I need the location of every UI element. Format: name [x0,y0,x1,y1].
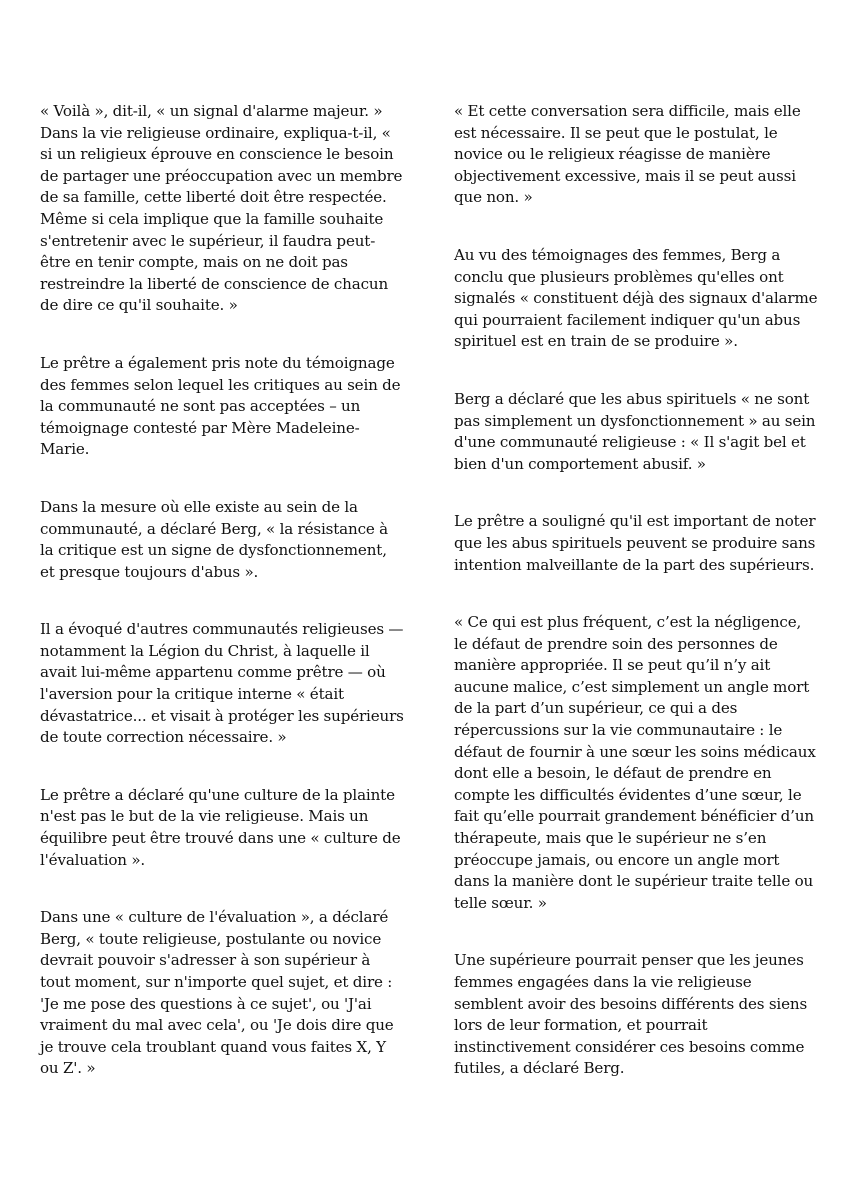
paragraph: Au vu des témoignages des femmes, Berg a conclu que plusieurs problèmes qu'elles ont signalés « constituent déjà des signaux d'alarme qui pourraient facilement indiquer qu'un abus spirituel est en train de se produire ». [454,245,818,351]
paragraph: Le prêtre a souligné qu'il est important de noter que les abus spirituels peuvent se produire sans intention malveillante de la part des supérieurs. [454,512,816,574]
paragraph: Dans une « culture de l'évaluation », a déclaré Berg, « toute religieuse, postulante ou novice devrait pouvoir s'adresser à son supérieur à tout moment, sur n'importe quel sujet, et dire : 'Je me pose des questions à ce sujet', ou 'J'ai vraiment du mal avec cela', ou 'Je dois dire que je trouve cela troublant quand vous faites X, Y ou Z'. » [40,908,394,1078]
paragraph: Dans la mesure où elle existe au sein de la communauté, a déclaré Berg, « la résistance à la critique est un signe de dysfonctionnement, et presque toujours d'abus ». [40,497,388,581]
paragraph: « Et cette conversation sera difficile, mais elle est nécessaire. Il se peut que le postulat, le novice ou le religieux réagisse de manière objectivement excessive, mais il se peut aussi que non. » [454,102,801,207]
paragraph: « Ce qui est plus fréquent, c’est la négligence, le défaut de prendre soin des personnes de manière appropriée. Il se peut qu’il n’y ait aucune malice, c’est simplement un angle mort de la part d’un supérieur, ce qui a des répercussions sur la vie communautaire : le défaut de fournir à une sœur les soins médicaux dont elle a besoin, le défaut de prendre en compte les difficultés évidentes d’une sœur, le fait qu’elle pourrait grandement bénéficier d’un thérapeute, mais que le supérieur ne s’en préoccupe jamais, ou encore un angle mort dans la manière dont le supérieur traite telle ou telle sœur. » [454,613,816,912]
paragraph: Il a évoqué d'autres communautés religieuses — notamment la Légion du Christ, à laquelle il avait lui-même appartenu comme prêtre — où l'aversion pour la critique interne « était dévastatrice... et visait à protéger les supérieurs de toute correction nécessaire. » [40,620,404,747]
paragraph: Le prêtre a également pris note du témoignage des femmes selon lequel les critiques au sein de la communauté ne sont pas acceptées – un témoignage contesté par Mère Madeleine-Marie. [40,353,401,459]
left-column [40,101,404,1116]
right-column [454,101,818,1116]
paragraph: Le prêtre a déclaré qu'une culture de la plainte n'est pas le but de la vie religieuse. Mais un équilibre peut être trouvé dans une « culture de l'évaluation ». [40,785,401,869]
paragraph: Une supérieure pourrait penser que les jeunes femmes engagées dans la vie religieuse semblent avoir des besoins différents des siens lors de leur formation, et pourrait instinctivement considérer ces besoins comme futiles, a déclaré Berg. [454,951,808,1078]
paragraph: Berg a déclaré que les abus spirituels « ne sont pas simplement un dysfonctionnement » au sein d'une communauté religieuse : « Il s'agit bel et bien d'un comportement abusif. » [454,389,816,473]
paragraph: « Voilà », dit-il, « un signal d'alarme majeur. » Dans la vie religieuse ordinaire, expliqua-t-il, « si un religieux éprouve en conscience le besoin de partager une préoccupation avec un membre de sa famille, cette liberté doit être respectée. Même si cela implique que la famille souhaite s'entretenir avec le supérieur, il faudra peut-être en tenir compte, mais on ne doit pas restreindre la liberté de conscience de chacun de dire ce qu'il souhaite. » [40,102,403,315]
